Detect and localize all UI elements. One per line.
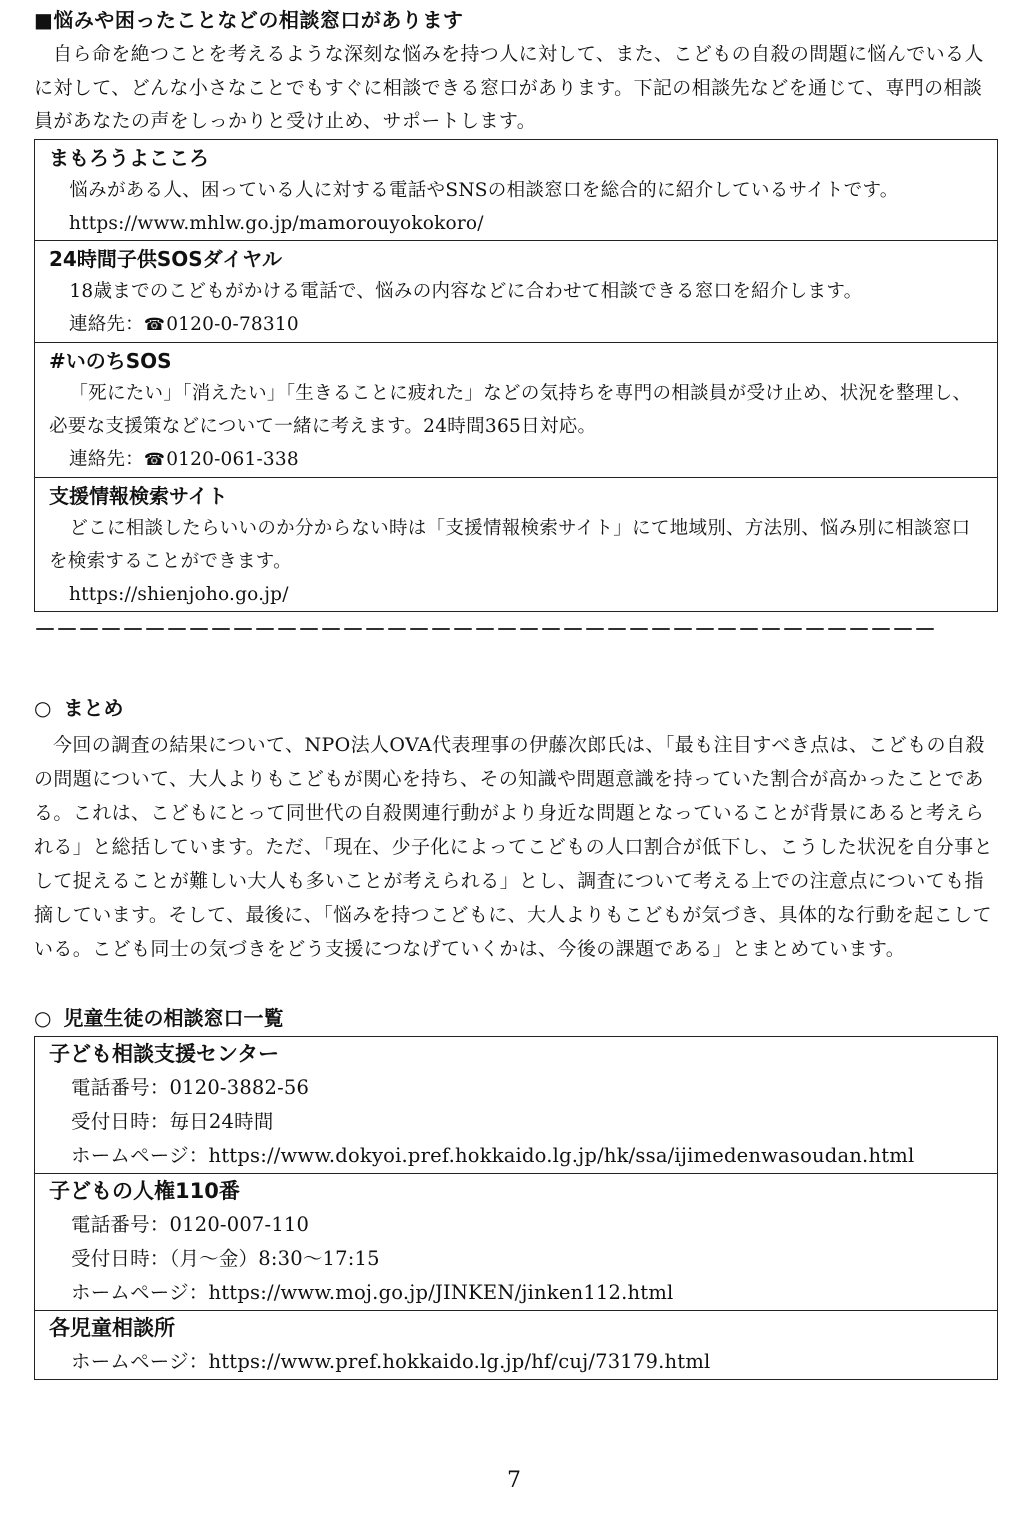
student-consultation-box [34, 1036, 998, 1380]
entry-sos-dial [35, 240, 997, 342]
circle-marker-icon: ○ [34, 1005, 52, 1030]
document-page [34, 0, 998, 1380]
entry-support-search [35, 477, 997, 611]
summary-heading [34, 694, 998, 722]
intro-paragraph: 自ら命を絶つことを考えるような深刻な悩みを持つ人に対して、また、こどもの自殺の問題に悩んでいる人に対して、どんな小さなことでもすぐに相談できる窓口があります。下記の相談先などを通じて、専門の相談員があなたの声をしっかりと受け止め、サポートします。 [34, 43, 984, 132]
entry-description: 悩みがある人、困っている人に対する電話やSNSの相談窓口を総合的に紹介しているサイトです。 [69, 179, 899, 201]
entry-child-support-center [35, 1037, 997, 1173]
entry-title: #いのちSOS [49, 348, 172, 373]
entry-title: 24時間子供SOSダイヤル [49, 246, 283, 271]
section-divider: －－－－－－－－－－－－－－－－－－－－－－－－－－－－－－－－－－－－－－－－－ [34, 617, 937, 643]
contact-label: 連絡先： [69, 448, 144, 470]
page-number: 7 [507, 1468, 521, 1493]
entry-mamorouyokokoro [35, 140, 997, 240]
entry-description: 18歳までのこどもがかける電話で、悩みの内容などに合わせて相談できる窓口を紹介します。 [69, 280, 863, 302]
summary-paragraph: 今回の調査の結果について、NPO法人OVA代表理事の伊藤次郎氏は、「最も注目すべき点は、こどもの自殺の問題について、大人よりもこどもが関心を持ち、その知識や問題意識を持っていた割合が高かったことである。これは、こどもにとって同世代の自殺関連行動がより身近な問題となっていることが背景にあると考えられる」と総括しています。ただ、「現在、少子化によってこどもの人口割合が低下し、こうした状況を自分事として捉えることが難しい大人も多いことが考えられる」とし、調査について考える上での注意点についても指摘しています。そして、最後に、「悩みを持つこどもに、大人よりもこどもが気づき、具体的な行動を起こしている。こども同士の気づきをどう支援につなげていくかは、今後の課題である」とまとめています。 [34, 733, 993, 960]
entry-title: 子どもの人権110番 [49, 1178, 240, 1203]
circle-marker-icon: ○ [34, 695, 52, 720]
phone-icon: ☎ [143, 314, 166, 335]
entry-homepage[interactable]: ホームページ：https://www.moj.go.jp/JINKEN/jinken112.html [71, 1280, 674, 1304]
entry-title: 支援情報検索サイト [49, 483, 228, 508]
entry-hours: 受付日時：毎日24時間 [71, 1109, 274, 1133]
entry-description: 「死にたい」「消えたい」「生きることに疲れた」などの気持ちを専門の相談員が受け止め、状況を整理し、必要な支援策などについて一緒に考えます。24時間365日対応。 [49, 382, 972, 437]
contact-label: 連絡先： [69, 313, 144, 335]
entry-contact [49, 308, 983, 342]
phone-number[interactable]: 0120-0-78310 [166, 313, 299, 335]
entry-title: まもろうよこころ [49, 145, 209, 170]
entry-human-rights-110 [35, 1173, 997, 1310]
entry-homepage[interactable]: ホームページ：https://www.dokyoi.pref.hokkaido.lg.jp/hk/ssa/ijimedenwasoudan.html [71, 1143, 915, 1167]
list-heading [34, 1004, 998, 1032]
consultation-box [34, 139, 998, 612]
entry-phone: 電話番号：0120-007-110 [71, 1212, 310, 1236]
list-heading-text: 児童生徒の相談窓口一覧 [63, 1005, 284, 1030]
entry-phone: 電話番号：0120-3882-56 [71, 1075, 310, 1099]
entry-url[interactable]: https://www.mhlw.go.jp/mamorouyokokoro/ [69, 212, 484, 234]
entry-child-guidance-centers [35, 1310, 997, 1379]
phone-icon: ☎ [143, 449, 166, 470]
entry-hours: 受付日時：（月～金）8:30～17:15 [71, 1246, 380, 1270]
summary-heading-text: まとめ [63, 695, 124, 720]
entry-title: 子ども相談支援センター [49, 1041, 280, 1066]
entry-homepage[interactable]: ホームページ：https://www.pref.hokkaido.lg.jp/hf/cuj/73179.html [71, 1349, 711, 1373]
section-heading-consultation: ■悩みや困ったことなどの相談窓口があります [34, 8, 464, 32]
entry-title: 各児童相談所 [49, 1315, 175, 1340]
phone-number[interactable]: 0120-061-338 [166, 448, 299, 470]
entry-url[interactable]: https://shienjoho.go.jp/ [69, 583, 289, 605]
entry-inochi-sos [35, 342, 997, 477]
entry-description: どこに相談したらいいのか分からない時は「支援情報検索サイト」にて地域別、方法別、悩み別に相談窓口を検索することができます。 [49, 517, 971, 572]
entry-contact [49, 443, 983, 477]
